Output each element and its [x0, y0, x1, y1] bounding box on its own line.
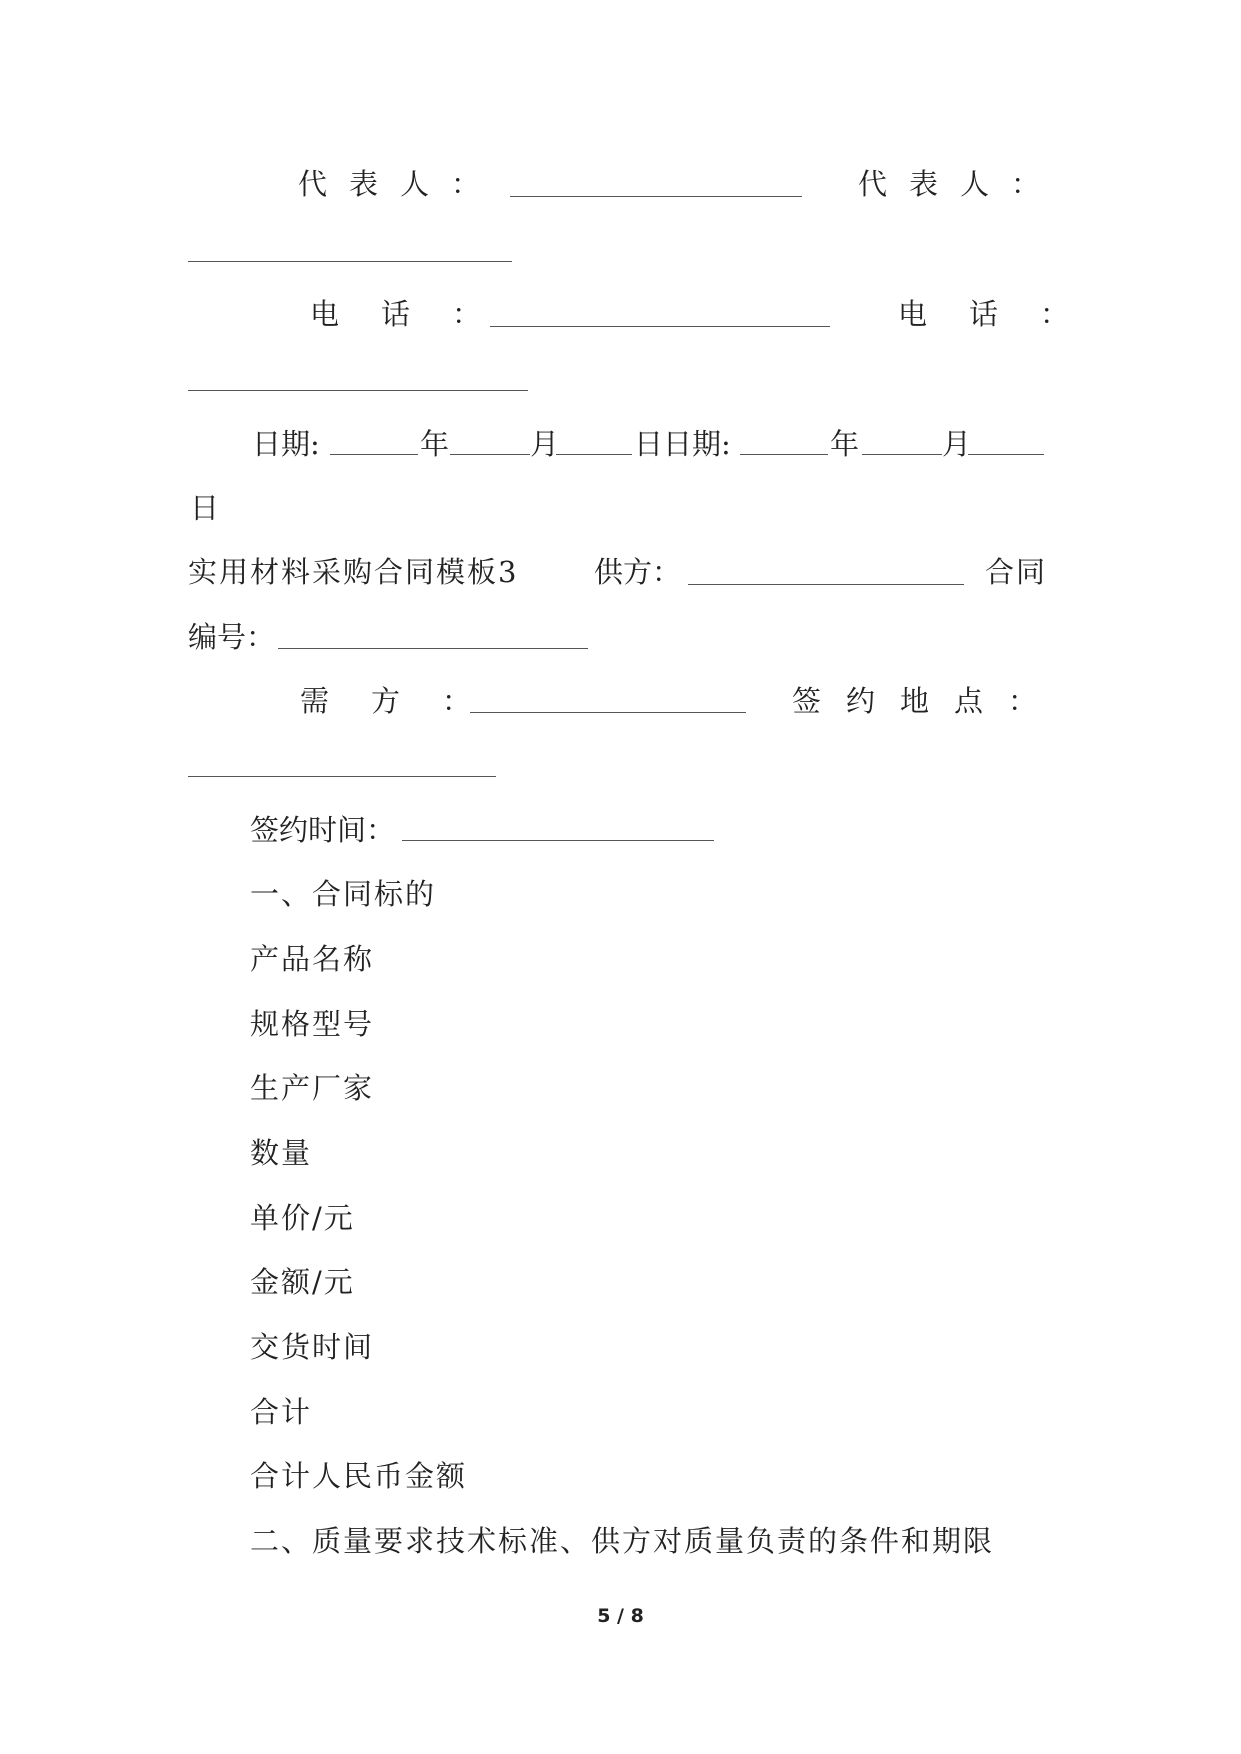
phone-left-label: 电话： [310, 297, 524, 331]
rep-left-blank [510, 196, 802, 197]
section2-heading: 二、质量要求技术标准、供方对质量负责的条件和期限 [250, 1524, 995, 1558]
rep-right-blank [188, 261, 512, 262]
phone-right-label: 电话： [898, 297, 1112, 331]
list-item: 生产厂家 [250, 1071, 375, 1105]
rep-right-label: 代表人： [858, 167, 1063, 201]
contract-no-label-a: 合同 [985, 555, 1048, 589]
contract-title: 实用材料采购合同模板3 [188, 555, 519, 589]
contract-no-blank [278, 648, 588, 649]
buyer-blank [470, 712, 746, 713]
sign-time-label: 签约时间： [250, 813, 396, 847]
date-year-blank-1 [330, 454, 418, 455]
date-day-blank-1 [556, 454, 632, 455]
date-month-blank-2 [862, 454, 942, 455]
rep-left-label: 代表人： [298, 167, 503, 201]
list-item: 单价/元 [250, 1201, 355, 1235]
list-item: 规格型号 [250, 1007, 375, 1041]
date-month-blank-1 [450, 454, 530, 455]
date-label-1: 日期: [252, 427, 320, 461]
contract-no-label-b: 编号： [188, 620, 276, 654]
section1-heading: 一、合同标的 [250, 877, 437, 911]
buyer-label: 需方： [300, 684, 514, 718]
sign-time-blank [402, 840, 714, 841]
date-day-blank-2 [968, 454, 1044, 455]
list-item: 数量 [250, 1136, 313, 1170]
date-day-end: 日 [190, 491, 220, 525]
list-item: 交货时间 [250, 1330, 375, 1364]
list-item: 产品名称 [250, 942, 375, 976]
supplier-label: 供方： [594, 555, 682, 589]
date-year-1: 年 [420, 427, 450, 461]
date-year-blank-2 [740, 454, 828, 455]
list-item: 合计 [250, 1395, 313, 1429]
date-year-2: 年 [830, 427, 860, 461]
sign-place-label: 签约地点： [792, 684, 1063, 718]
supplier-blank [688, 584, 964, 585]
phone-left-blank [490, 326, 830, 327]
list-item: 合计人民币金额 [250, 1459, 468, 1493]
date-month-2: 月 [942, 427, 972, 461]
list-item: 金额/元 [250, 1265, 355, 1299]
date-label-2: 日日期: [634, 427, 731, 461]
phone-right-blank [188, 390, 528, 391]
date-month-1: 月 [530, 427, 560, 461]
page-number: 5 / 8 [597, 1605, 644, 1627]
sign-place-blank [188, 776, 496, 777]
